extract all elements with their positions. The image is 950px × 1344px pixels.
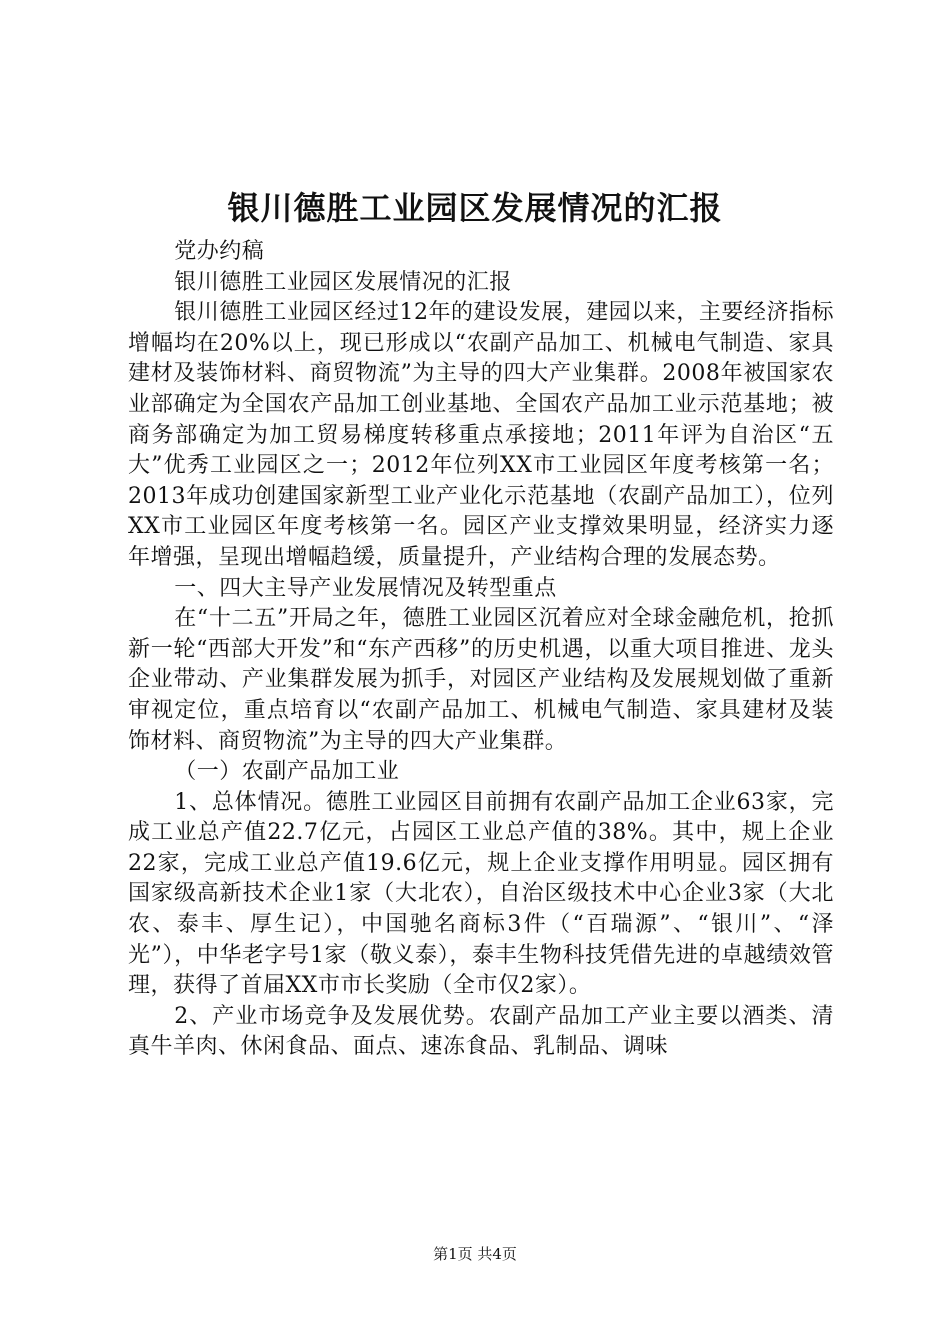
paragraph-general-situation: 1、总体情况。德胜工业园区目前拥有农副产品加工企业63家，完成工业总产值22.7亿元，占园区工业总产值的38%。其中，规上企业22家，完成工业总产值19.6亿元，规上企业支撑作用明显。园区拥有国家级高新技术企业1家（大北农），自治区级技术中心企业3家（大北农、泰丰、厚生记），中国驰名商标3件（“百瑞源”、“银川”、“泽光”），中华老字号1家（敬义泰），泰丰生物科技凭借先进的卓越绩效管理，获得了首届XX市市长奖励（全市仅2家）。 [128,789,834,999]
paragraph-source: 党办约稿 [174,239,265,264]
subsection-heading-1: （一）农副产品加工业 [174,759,400,785]
paragraph-market-competition: 2、产业市场竞争及发展优势。农副产品加工产业主要以酒类、清真牛羊肉、休闲食品、面点、速冻食品、乳制品、调味 [128,1003,834,1060]
paragraph-overview: 在“十二五”开局之年，德胜工业园区沉着应对全球金融危机，抢抓新一轮“西部大开发”和“东产西移”的历史机遇，以重大项目推进、龙头企业带动、产业集群发展为抓手，对园区产业结构及发展规划做了重新审视定位，重点培育以“农副产品加工、机械电气制造、家具建材及装饰材料、商贸物流”为主导的四大产业集群。 [128,606,834,754]
document-body [128,237,834,1063]
document-title: 银川德胜工业园区发展情况的汇报 [227,189,723,227]
page-footer: 第1页 共4页 [433,1245,517,1263]
paragraph-subtitle: 银川德胜工业园区发展情况的汇报 [174,269,512,295]
paragraph-intro: 银川德胜工业园区经过12年的建设发展，建园以来，主要经济指标增幅均在20%以上，现已形成以“农副产品加工、机械电气制造、家具建材及装饰材料、商贸物流”为主导的四大产业集群。2008年被国家农业部确定为全国农产品加工创业基地、全国农产品加工业示范基地；被商务部确定为加工贸易梯度转移重点承接地；2011年评为自治区“五大”优秀工业园区之一；2012年位列XX市工业园区年度考核第一名；2013年成功创建国家新型工业产业化示范基地（农副产品加工），位列XX市工业园区年度考核第一名。园区产业支撑效果明显，经济实力逐年增强，呈现出增幅趋缓，质量提升，产业结构合理的发展态势。 [128,300,834,570]
section-heading-1: 一、四大主导产业发展情况及转型重点 [174,575,557,601]
